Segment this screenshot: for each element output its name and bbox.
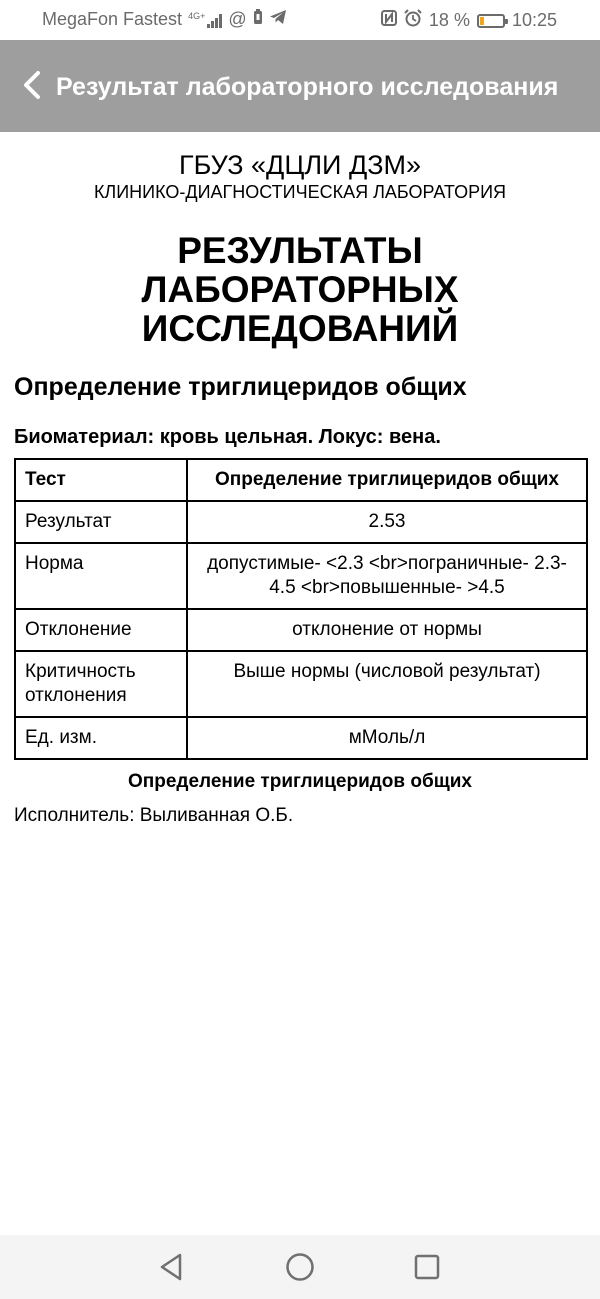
report-heading-line: РЕЗУЛЬТАТЫ: [177, 230, 423, 271]
network-type: 4G+: [188, 10, 206, 21]
table-row: [15, 651, 587, 717]
row-key-deviation: Отклонение: [15, 609, 187, 651]
battery-percent: 18 %: [428, 10, 470, 30]
app-bar: [0, 40, 600, 132]
back-arrow-icon[interactable]: [20, 70, 48, 100]
biomaterial-info: Биоматериал: кровь цельная. Локус: вена.: [14, 426, 441, 448]
table-header-row: [15, 459, 587, 501]
table-row: [15, 609, 587, 651]
battery-level-fill: [480, 17, 484, 25]
nav-home-icon[interactable]: [284, 1251, 316, 1283]
org-name: ГБУЗ «ДЦЛИ ДЗМ»: [178, 150, 422, 180]
row-value-deviation: отклонение от нормы: [187, 609, 587, 651]
status-left: [42, 9, 287, 30]
results-table: [14, 458, 588, 760]
nav-back-icon[interactable]: [156, 1251, 188, 1283]
row-key-norm: Норма: [15, 543, 187, 609]
report-heading-line: ИССЛЕДОВАНИЙ: [141, 308, 459, 349]
header-value-cell: Определение триглицеридов общих: [187, 459, 587, 501]
report-heading-line: ЛАБОРАТОРНЫХ: [141, 269, 459, 310]
status-right: [381, 9, 557, 32]
row-key-units: Ед. изм.: [15, 717, 187, 759]
status-bar: [0, 0, 600, 40]
table-row: [15, 717, 587, 759]
table-row: [15, 543, 587, 609]
row-value-norm: допустимые- <2.3 <br>пограничные- 2.3-4.5 <br>повышенные- >4.5: [187, 543, 587, 609]
row-key-criticality: Критичность отклонения: [15, 651, 187, 717]
row-value-result: 2.53: [187, 501, 587, 543]
nfc-icon: [381, 10, 397, 31]
battery-saver-icon: [253, 9, 263, 30]
battery-icon: [477, 14, 505, 28]
system-nav-bar: [0, 1235, 600, 1299]
header-key-cell: Тест: [15, 459, 187, 501]
footer-test-title: Определение триглицеридов общих: [127, 771, 472, 792]
clock: 10:25: [511, 10, 557, 30]
row-key-result: Результат: [15, 501, 187, 543]
executor-name: Исполнитель: Выливанная О.Б.: [14, 805, 294, 826]
page-title: Результат лабораторного исследования: [56, 73, 559, 101]
test-title: Определение триглицеридов общих: [14, 373, 467, 401]
table-row: [15, 501, 587, 543]
signal-icon: [188, 12, 222, 28]
lab-name: КЛИНИКО-ДИАГНОСТИЧЕСКАЯ ЛАБОРАТОРИЯ: [93, 182, 507, 202]
row-value-units: мМоль/л: [187, 717, 587, 759]
report-heading: [14, 231, 586, 348]
telegram-icon: [269, 9, 287, 30]
nav-recents-icon[interactable]: [411, 1251, 443, 1283]
report-content: [14, 132, 586, 828]
row-value-criticality: Выше нормы (числовой результат): [187, 651, 587, 717]
alarm-icon: [404, 9, 422, 32]
at-sign-icon: @: [228, 9, 247, 29]
carrier-name: MegaFon Fastest: [42, 9, 183, 29]
